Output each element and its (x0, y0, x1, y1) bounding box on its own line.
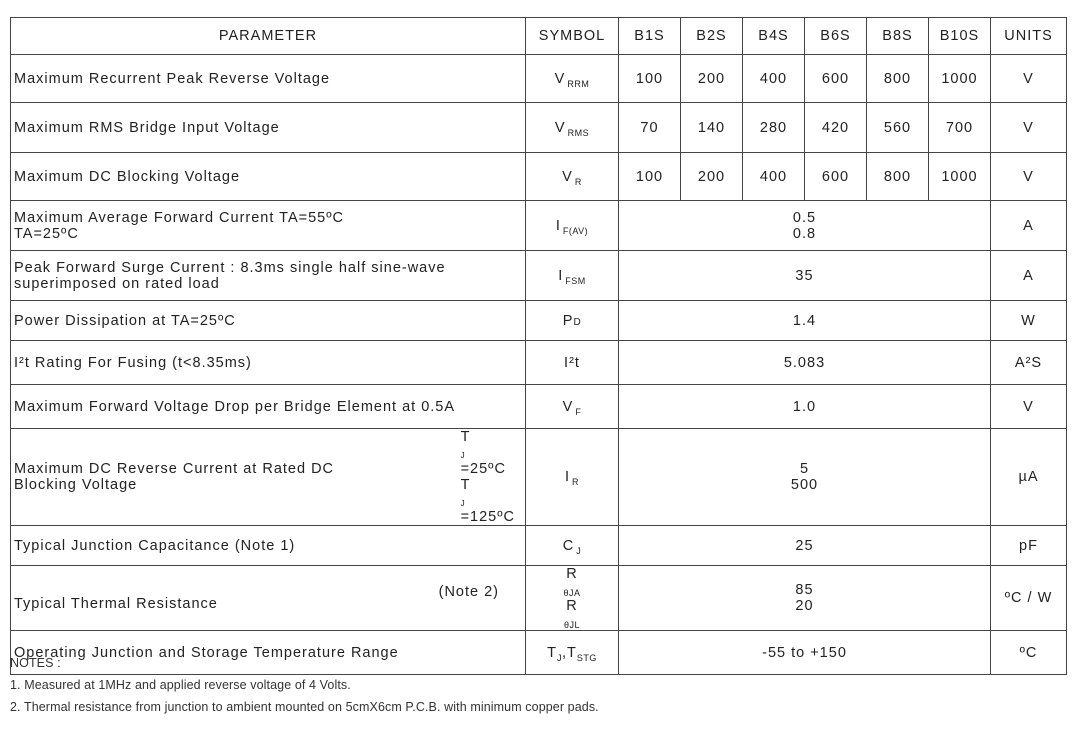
symbol-main: P (562, 312, 574, 329)
header-units: UNITS (991, 18, 1067, 55)
symbol-cell (526, 55, 619, 103)
table-row (11, 385, 1067, 429)
header-parameter: PARAMETER (11, 18, 526, 55)
symbol-cell (526, 201, 619, 251)
table-row (11, 566, 1067, 631)
parameter-cell (11, 251, 526, 301)
table-row (11, 103, 1067, 153)
parameter-line: superimposed on rated load (14, 275, 220, 292)
symbol-main: C (562, 537, 575, 554)
unit-cell: A²S (991, 341, 1067, 385)
condition-main: T (460, 429, 471, 445)
table-row (11, 526, 1067, 566)
symbol-cell (526, 301, 619, 341)
header-symbol: SYMBOL (526, 18, 619, 55)
condition-main: T (460, 477, 471, 493)
parameter-cell (11, 429, 526, 526)
table-row (11, 201, 1067, 251)
symbol-sub: D (573, 316, 582, 328)
parameter-cell: Maximum DC Blocking Voltage (11, 153, 526, 201)
table-row (11, 341, 1067, 385)
parameter-text (14, 461, 334, 493)
value-cell: 100 (619, 153, 681, 201)
value-cell: 25 (619, 526, 991, 566)
parameter-text: Typical Thermal Resistance (14, 596, 218, 612)
value-cell: 1000 (929, 55, 991, 103)
symbol-cell (526, 429, 619, 526)
symbol-cell (526, 103, 619, 153)
condition-line (461, 477, 515, 525)
symbol-sub: F (575, 406, 582, 417)
unit-cell: W (991, 301, 1067, 341)
table-row (11, 429, 1067, 526)
symbol-cell (526, 526, 619, 566)
symbol-cell (526, 385, 619, 429)
symbol-main: T (567, 644, 577, 661)
table-row (11, 55, 1067, 103)
symbol-main: V (554, 119, 566, 136)
symbol-cell (526, 153, 619, 201)
value-cell: 5.083 (619, 341, 991, 385)
value-cell: 100 (619, 55, 681, 103)
symbol-sub: RMS (567, 127, 590, 138)
symbol-main: V (554, 70, 566, 87)
parameter-cell: Maximum Forward Voltage Drop per Bridge Element at 0.5A (11, 385, 526, 429)
value-line: 0.8 (792, 225, 817, 242)
symbol-separator: , (561, 644, 567, 661)
unit-cell: V (991, 103, 1067, 153)
value-cell: 600 (805, 153, 867, 201)
parameter-line: TA=25ºC (14, 225, 79, 242)
value-cell: 1.0 (619, 385, 991, 429)
condition-text (461, 429, 521, 525)
value-cell (619, 429, 991, 526)
value-cell: 560 (867, 103, 929, 153)
value-cell: 1000 (929, 153, 991, 201)
symbol-sub: FSM (565, 275, 586, 286)
unit-cell: V (991, 55, 1067, 103)
parameter-cell: I²t Rating For Fusing (t<8.35ms) (11, 341, 526, 385)
symbol-line (530, 598, 614, 630)
table-row (11, 153, 1067, 201)
value-line: 500 (790, 477, 819, 493)
symbol-main: I (564, 469, 571, 485)
parameter-cell: Maximum RMS Bridge Input Voltage (11, 103, 526, 153)
header-b2s: B2S (681, 18, 743, 55)
condition-rest: =25ºC (460, 461, 506, 477)
header-row (11, 18, 1067, 55)
symbol-cell (526, 251, 619, 301)
value-cell (619, 566, 991, 631)
symbol-line (530, 566, 614, 598)
parameter-cell: Power Dissipation at TA=25ºC (11, 301, 526, 341)
parameter-line: Maximum DC Reverse Current at Rated DC (14, 461, 335, 477)
value-line: 5 (799, 461, 810, 477)
condition-line (461, 429, 515, 477)
parameter-line: Peak Forward Surge Current : 8.3ms single half sine-wave (14, 259, 446, 276)
value-cell: 280 (743, 103, 805, 153)
value-cell: 800 (867, 153, 929, 201)
symbol-main: R (566, 566, 578, 582)
parameter-split (14, 584, 521, 612)
value-cell: 800 (867, 55, 929, 103)
symbol-cell (526, 566, 619, 631)
symbol-main: R (566, 598, 578, 614)
value-cell: 1.4 (619, 301, 991, 341)
symbol-main: T (547, 644, 557, 661)
value-cell: 400 (743, 55, 805, 103)
note-item: 1. Measured at 1MHz and applied reverse voltage of 4 Volts. (10, 678, 351, 692)
unit-cell: ºC / W (991, 566, 1067, 631)
symbol-sub: F(AV) (562, 225, 589, 236)
header-b1s: B1S (619, 18, 681, 55)
parameter-split (14, 429, 521, 525)
unit-cell: A (991, 201, 1067, 251)
value-cell (619, 201, 991, 251)
value-cell: 700 (929, 103, 991, 153)
condition-rest: =125ºC (460, 509, 515, 525)
symbol-sub: STG (576, 652, 597, 663)
ratings-sheet (10, 17, 1066, 675)
value-cell: -55 to +150 (619, 631, 991, 675)
unit-cell: pF (991, 526, 1067, 566)
value-cell: 35 (619, 251, 991, 301)
notes-section (10, 652, 599, 718)
value-cell: 400 (743, 153, 805, 201)
table-row (11, 301, 1067, 341)
parameter-cell: Maximum Recurrent Peak Reverse Voltage (11, 55, 526, 103)
condition-sub: J (460, 451, 466, 460)
condition-sub: J (460, 499, 466, 508)
value-cell: 140 (681, 103, 743, 153)
unit-cell: V (991, 385, 1067, 429)
parameter-line: Blocking Voltage (14, 477, 138, 493)
electrical-characteristics-table (10, 17, 1067, 675)
parameter-cell: Operating Junction and Storage Temperature Range (11, 631, 526, 675)
header-b8s: B8S (867, 18, 929, 55)
value-line: 85 (795, 582, 814, 598)
symbol-sub: J (556, 652, 562, 663)
symbol-main: V (562, 168, 573, 185)
header-b4s: B4S (743, 18, 805, 55)
note-reference: (Note 2) (438, 584, 499, 600)
unit-cell: A (991, 251, 1067, 301)
symbol-sub: θJL (563, 620, 580, 630)
symbol-cell: I²t (526, 341, 619, 385)
value-cell: 70 (619, 103, 681, 153)
symbol-sub: R (572, 477, 580, 487)
unit-cell: µA (991, 429, 1067, 526)
table-row (11, 251, 1067, 301)
symbol-sub: RRM (567, 78, 590, 89)
unit-cell: V (991, 153, 1067, 201)
header-b6s: B6S (805, 18, 867, 55)
note-item: 2. Thermal resistance from junction to ambient mounted on 5cmX6cm P.C.B. with minimum copper pads. (10, 700, 599, 714)
symbol-sub: R (574, 176, 582, 187)
parameter-cell: Typical Junction Capacitance (Note 1) (11, 526, 526, 566)
value-cell: 420 (805, 103, 867, 153)
symbol-main: V (562, 398, 574, 415)
value-cell: 600 (805, 55, 867, 103)
symbol-main: I (558, 267, 564, 284)
symbol-sub: J (576, 545, 582, 556)
symbol-main: I (555, 217, 561, 234)
value-line: 0.5 (792, 209, 817, 226)
symbol-sub: θJA (563, 588, 581, 598)
value-line: 20 (795, 598, 814, 614)
unit-cell: ºC (991, 631, 1067, 675)
value-cell: 200 (681, 55, 743, 103)
parameter-line: Maximum Average Forward Current TA=55ºC (14, 209, 344, 226)
parameter-cell (11, 201, 526, 251)
header-b10s: B10S (929, 18, 991, 55)
value-cell: 200 (681, 153, 743, 201)
parameter-cell (11, 566, 526, 631)
notes-heading: NOTES : (10, 656, 61, 670)
